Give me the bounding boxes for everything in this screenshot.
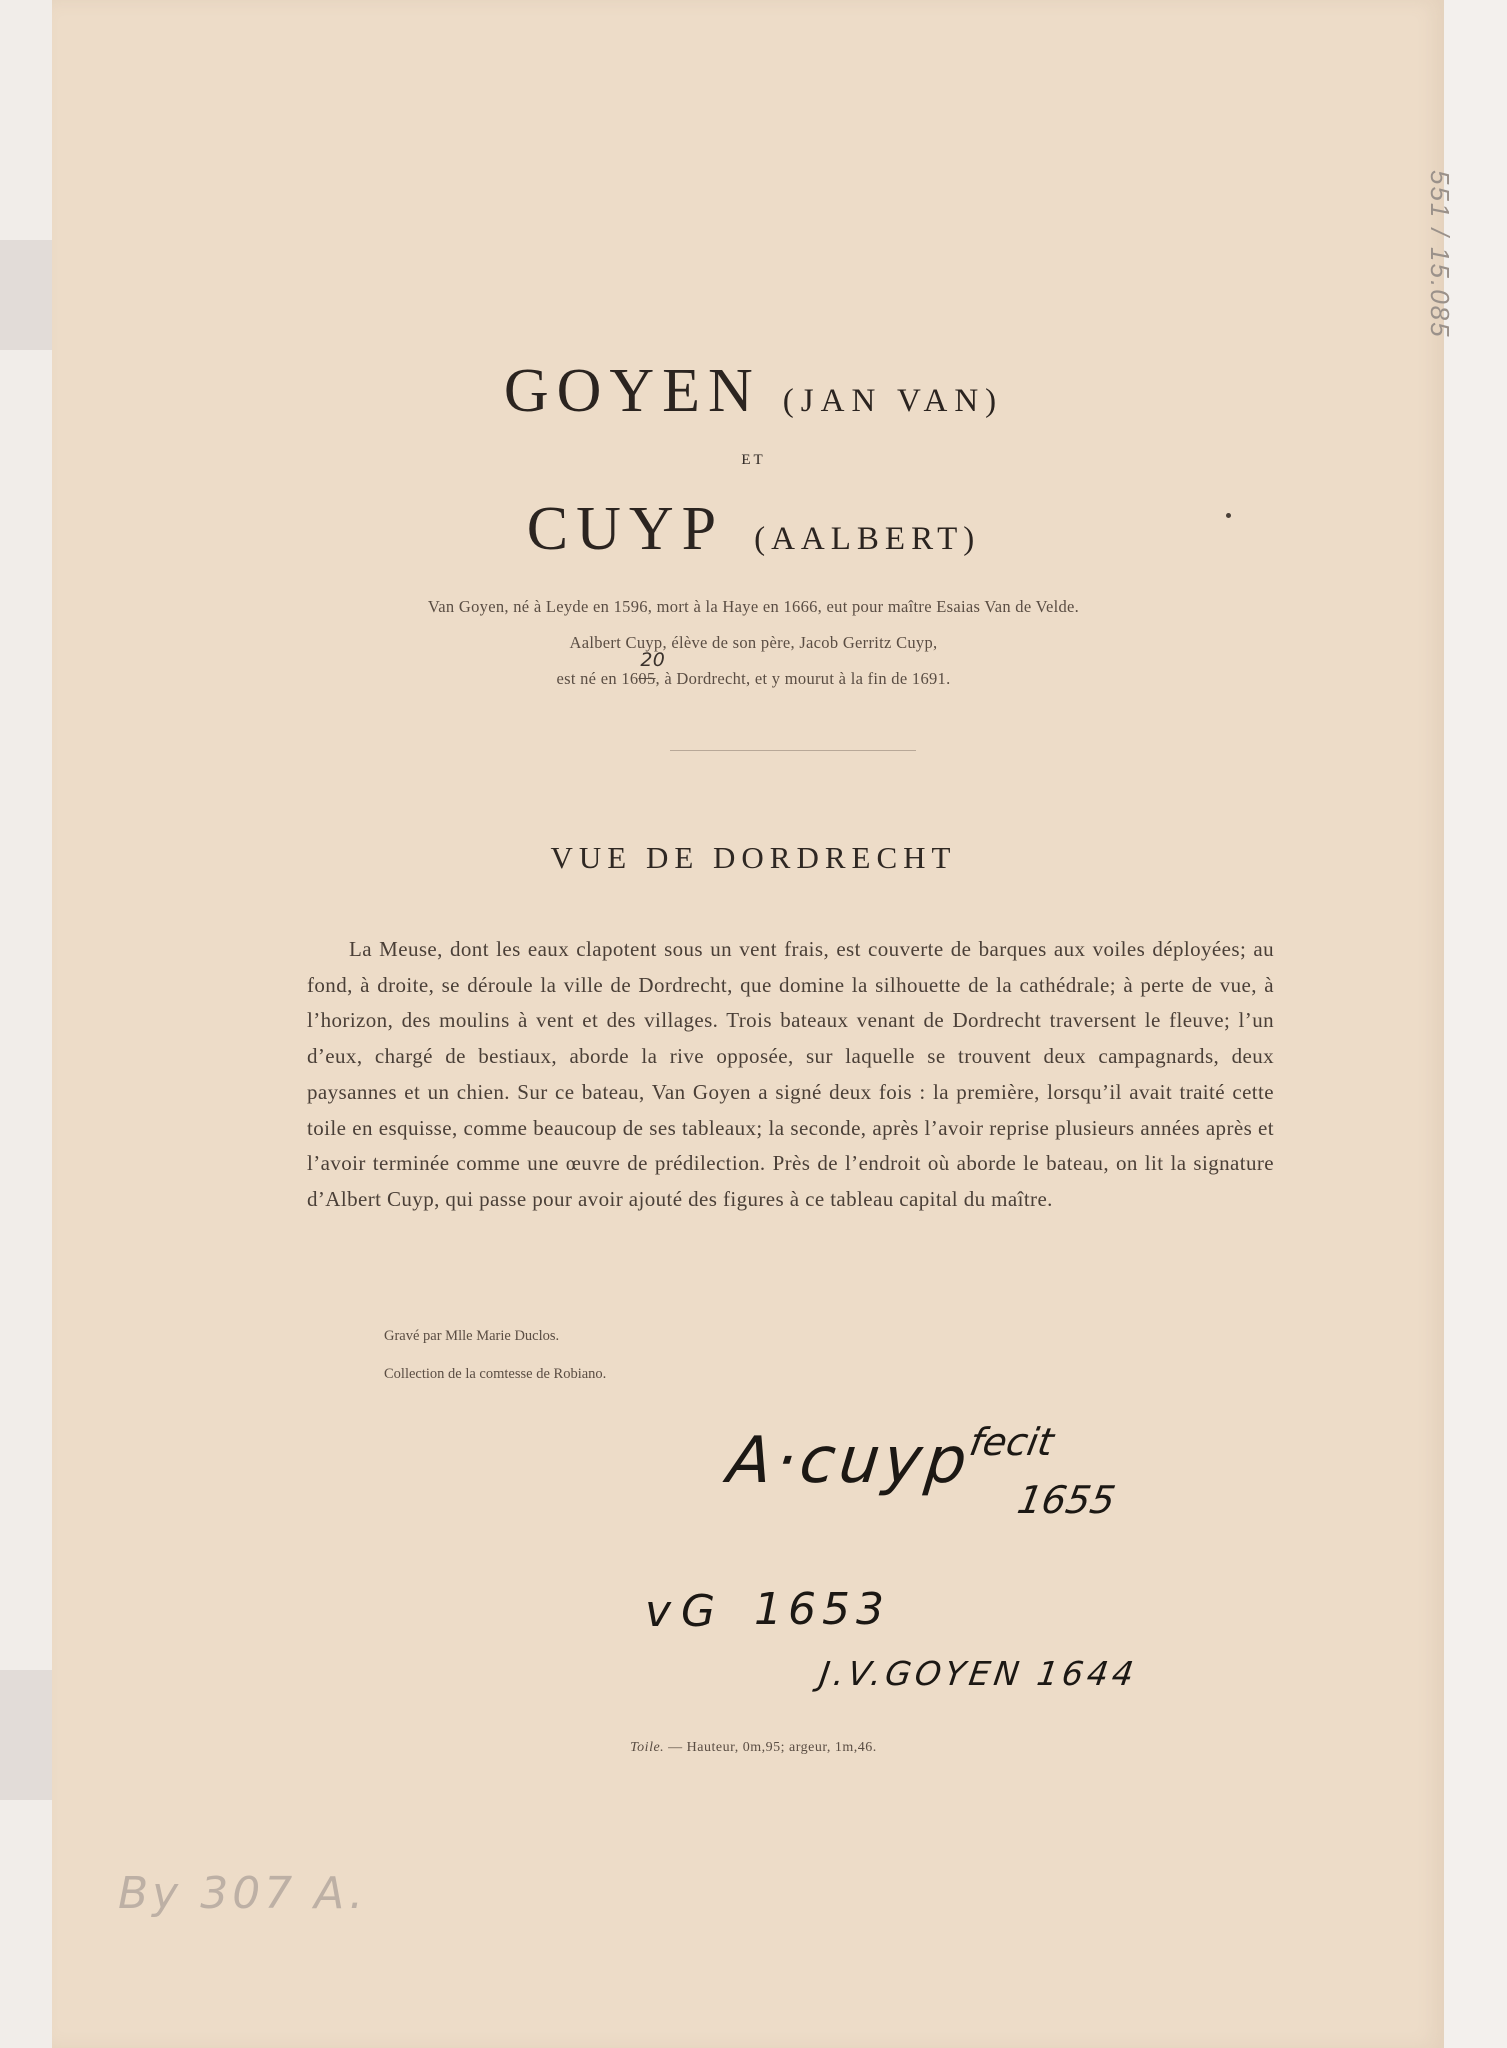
scan-edge-mark xyxy=(0,1670,52,1800)
handwritten-correction xyxy=(638,649,666,689)
divider xyxy=(670,750,916,751)
struck-digits: 05 xyxy=(638,669,656,688)
inventory-pencil-note: By 307 A. xyxy=(118,1868,368,1919)
cuyp-signature-year: 1655 xyxy=(1014,1478,1119,1522)
collection-credit: Collection de la comtesse de Robiano. xyxy=(384,1366,607,1382)
dimensions-text: — Hauteur, 0m,95; argeur, 1m,46. xyxy=(664,1740,877,1755)
scan-edge-mark xyxy=(0,240,52,350)
artist2-given-name: (AALBERT) xyxy=(754,521,981,557)
corrected-digits: 20 xyxy=(640,649,666,671)
cuyp-fecit: fecit xyxy=(966,1420,1057,1464)
vg-monogram-year: 1653 xyxy=(754,1584,890,1635)
bio-line-3 xyxy=(0,649,1507,689)
artist1-name: GOYEN xyxy=(503,357,761,425)
artist1-heading xyxy=(0,356,1507,427)
bio-line-1: Van Goyen, né à Leyde en 1596, mort à la Haye en 1666, eut pour maître Esaias Van de Velde. xyxy=(427,597,1080,616)
artist1-given-name: (JAN VAN) xyxy=(782,383,1004,419)
bio-line-2: Aalbert Cuyp, élève de son père, Jacob Gerritz Cuyp, xyxy=(569,633,938,652)
artwork-title: VUE DE DORDRECHT xyxy=(550,840,957,875)
goyen-signature: J.V.GOYEN 1644 xyxy=(817,1654,1140,1693)
artist2-heading xyxy=(0,494,1507,565)
artist2-name: CUYP xyxy=(526,495,725,563)
artwork-description: La Meuse, dont les eaux clapotent sous un vent frais, est couverte de barques aux voiles déployées; au fond, à droite, se déroule la ville de Dordrecht, que domine la silhouette de la cathédrale; à perte de vue, à l’horizon, des moulins à vent et des villages. Trois bateaux venant de Dordrecht traversent le fleuve; l’un d’eux, chargé de bestiaux, aborde la rive opposée, sur laquelle se trouvent deux campagnards, deux paysannes et un chien. Sur ce bateau, Van Goyen a signé deux fois : la première, lorsqu’il avait traité cette toile en esquisse, comme beaucoup de ses tableaux; la seconde, après l’avoir reprise plusieurs années après et l’avoir terminée comme une œuvre de prédilection. Près de l’endroit où aborde le bateau, on lit la signature d’Albert Cuyp, qui passe pour avoir ajouté des figures à ce tableau capital du maître. xyxy=(307,937,1274,1211)
vg-monogram: vG xyxy=(645,1586,726,1637)
bio-line-3-prefix: est né en 16 xyxy=(556,669,639,688)
medium: Toile. xyxy=(630,1740,665,1755)
bio-line-3-suffix: , à Dordrecht, et y mourut à la fin de 1691. xyxy=(655,669,951,688)
dimensions-line xyxy=(0,1740,1507,1756)
conjunction: ET xyxy=(741,452,766,468)
margin-pencil-note: 551 / 15.085 xyxy=(1425,170,1455,339)
engraver-credit: Gravé par Mlle Marie Duclos. xyxy=(384,1328,560,1344)
cuyp-signature: A·cuyp xyxy=(724,1424,975,1498)
